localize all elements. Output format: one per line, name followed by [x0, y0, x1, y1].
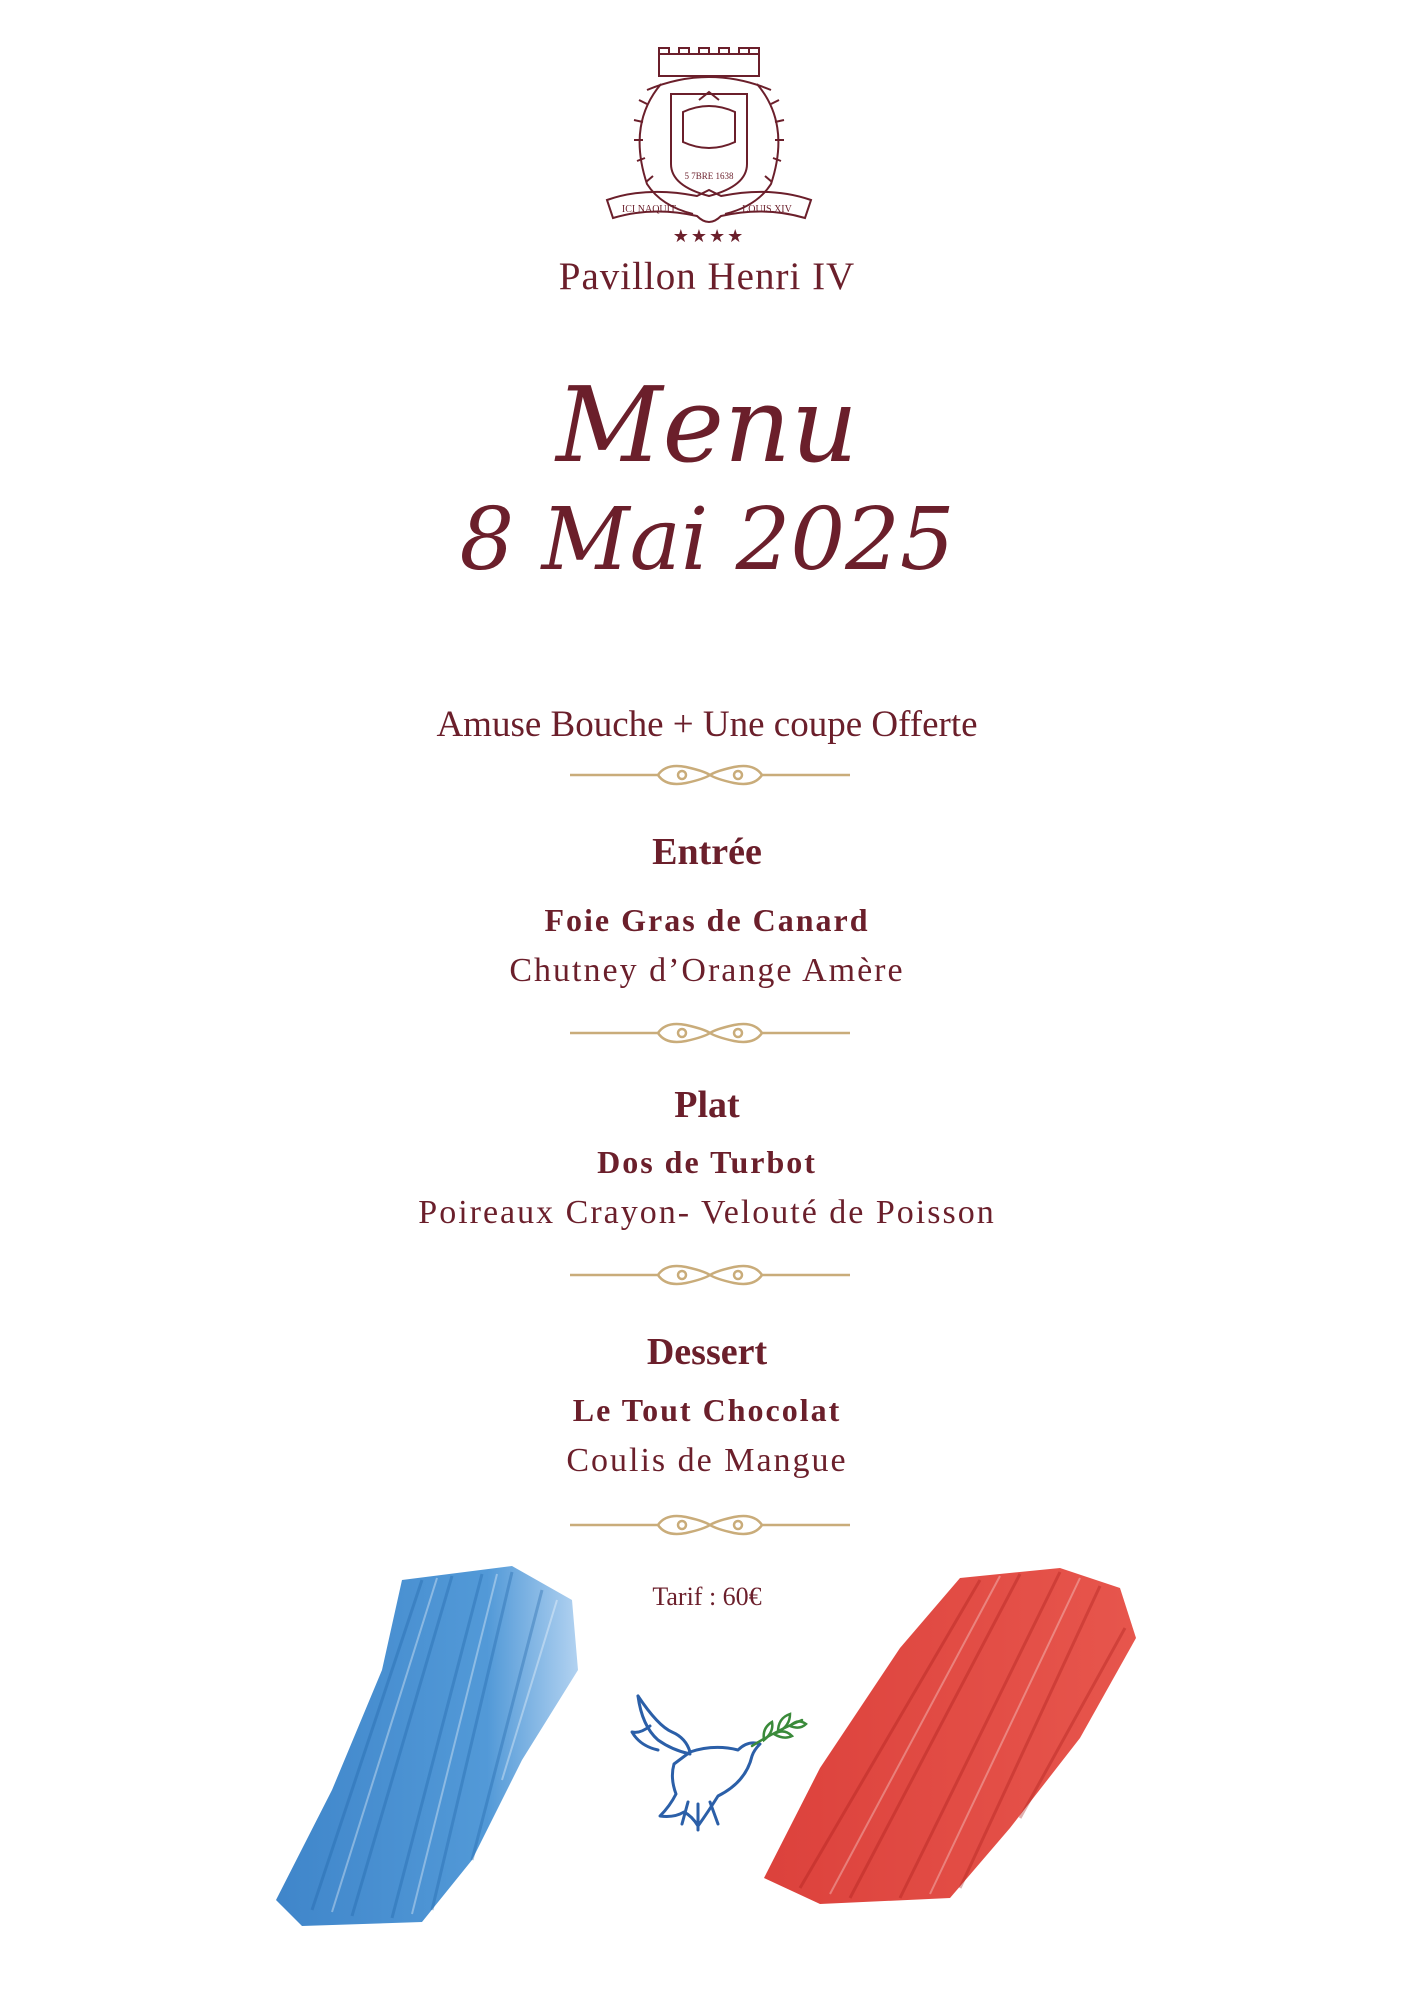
ornament-divider-icon — [570, 1510, 850, 1540]
menu-title: Menu — [556, 364, 858, 486]
flag-brush-red — [760, 1568, 1140, 1908]
description-dessert: Coulis de Mangue — [566, 1442, 848, 1479]
intro-text: Amuse Bouche + Une coupe Offerte — [436, 704, 978, 745]
course-plat: Plat — [674, 1084, 740, 1126]
crest-date: 5 7BRE 1638 — [684, 171, 734, 181]
description-plat: Poireaux Crayon- Velouté de Poisson — [418, 1194, 996, 1231]
description-entree: Chutney d’Orange Amère — [509, 952, 905, 989]
crest-logo — [597, 44, 821, 250]
crest-stars: ★★★★ — [672, 226, 746, 247]
flag-brush-blue — [272, 1560, 592, 1930]
dish-plat: Dos de Turbot — [597, 1144, 817, 1180]
menu-date: 8 Mai 2025 — [459, 490, 955, 590]
crest-motto-left: ICI NAQUIT — [621, 204, 677, 215]
crest-motto-right: LOUIS XIV — [742, 204, 792, 215]
course-dessert: Dessert — [646, 1331, 768, 1373]
ornament-divider-icon — [570, 1018, 850, 1048]
price-text: Tarif : 60€ — [652, 1582, 762, 1611]
dish-dessert: Le Tout Chocolat — [572, 1392, 842, 1428]
brand-name: Pavillon Henri IV — [558, 255, 856, 298]
course-entree: Entrée — [652, 831, 762, 873]
ornament-divider-icon — [570, 760, 850, 790]
dove-icon — [628, 1686, 810, 1858]
ornament-divider-icon — [570, 1260, 850, 1290]
dish-entree: Foie Gras de Canard — [544, 902, 870, 938]
